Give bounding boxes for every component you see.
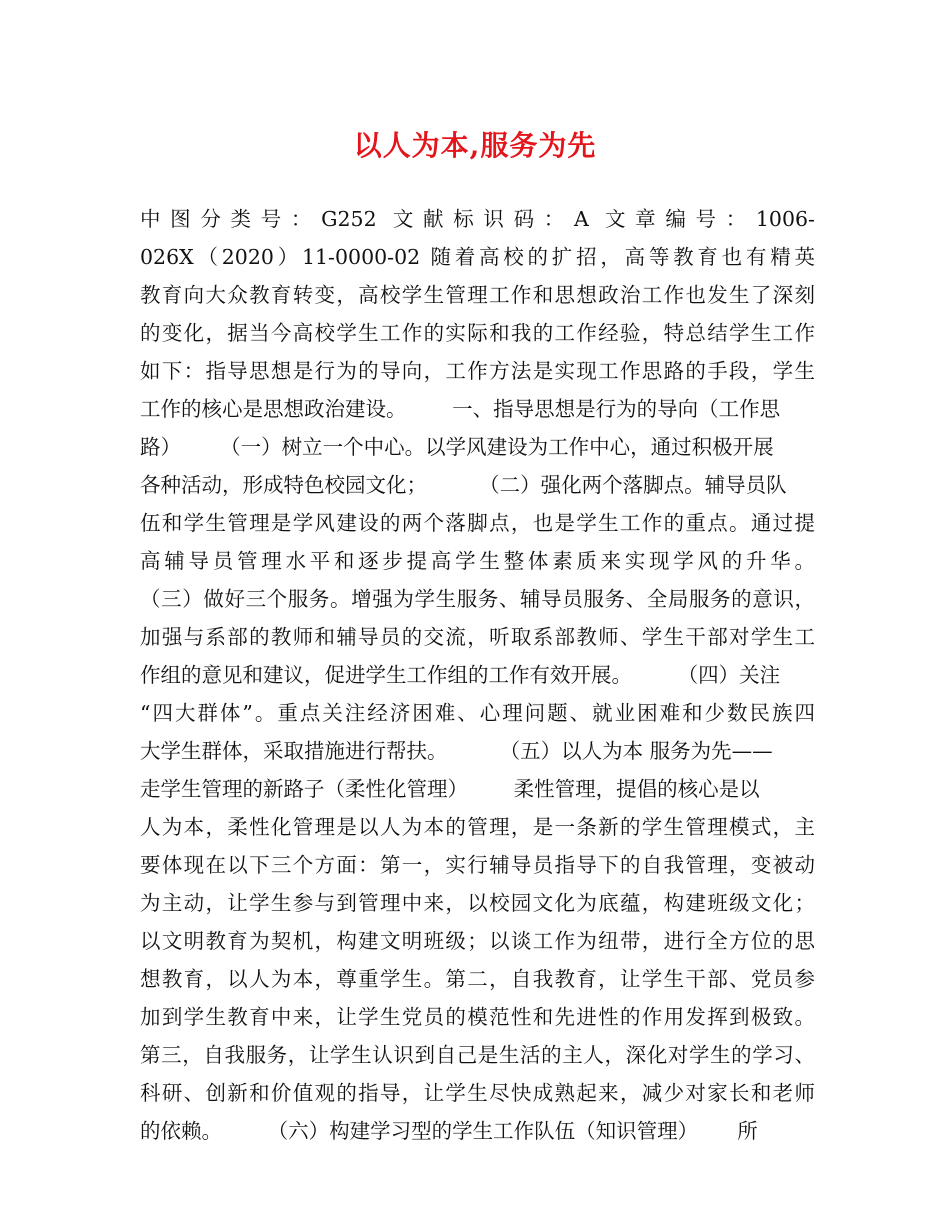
paragraph-line: 的变化，据当今高校学生工作的实际和我的工作经验，特总结学生工作 xyxy=(140,321,815,345)
paragraph-line: 作组的意见和建议，促进学生工作组的工作有效开展。 （四）关注 xyxy=(140,663,781,687)
paragraph-line: 想教育，以人为本，尊重学生。第二，自我教育，让学生干部、党员参 xyxy=(140,967,815,991)
paragraph-line: 以文明教育为契机，构建文明班级；以谈工作为纽带，进行全方位的思 xyxy=(140,929,815,953)
paragraph-line: 026X（2020）11-0000-02 随着高校的扩招，高等教育也有精英 xyxy=(140,245,815,269)
paragraph-line: “四大群体”。重点关注经济困难、心理问题、就业困难和少数民族四 xyxy=(140,701,815,725)
paragraph-line: 大学生群体，采取措施进行帮扶。 （五）以人为本 服务为先—— xyxy=(140,739,773,763)
paragraph-line: 各种活动，形成特色校园文化； （二）强化两个落脚点。辅导员队 xyxy=(140,473,787,497)
paragraph-line: 科研、创新和价值观的指导，让学生尽快成熟起来，减少对家长和老师 xyxy=(140,1081,815,1105)
paragraph-line: 工作的核心是思想政治建设。 一、指导思想是行为的导向（工作思 xyxy=(140,397,781,421)
paragraph-line: 的依赖。 （六）构建学习型的学生工作队伍（知识管理） 所 xyxy=(140,1119,758,1143)
paragraph-line: 如下：指导思想是行为的导向，工作方法是实现工作思路的手段，学生 xyxy=(140,359,815,383)
paragraph-line: 伍和学生管理是学风建设的两个落脚点，也是学生工作的重点。通过提 xyxy=(140,511,815,535)
paragraph-line: 人为本，柔性化管理是以人为本的管理，是一条新的学生管理模式，主 xyxy=(140,815,815,839)
paragraph-line: 教育向大众教育转变，高校学生管理工作和思想政治工作也发生了深刻 xyxy=(140,283,815,307)
document-title: 以人为本,服务为先 xyxy=(353,129,597,162)
document-body xyxy=(140,200,815,1150)
paragraph-line: （三）做好三个服务。增强为学生服务、辅导员服务、全局服务的意识， xyxy=(140,587,815,611)
paragraph-line: 中图分类号：G252 文献标识码：A 文章编号：1006- xyxy=(140,207,815,231)
paragraph-line: 要体现在以下三个方面：第一，实行辅导员指导下的自我管理，变被动 xyxy=(140,853,815,877)
paragraph-line: 路） （一）树立一个中心。以学风建设为工作中心，通过积极开展 xyxy=(140,435,774,459)
paragraph-line: 高辅导员管理水平和逐步提高学生整体素质来实现学风的升华。 xyxy=(140,549,815,573)
paragraph-line: 第三，自我服务，让学生认识到自己是生活的主人，深化对学生的学习、 xyxy=(140,1043,815,1067)
paragraph-line: 加强与系部的教师和辅导员的交流，听取系部教师、学生干部对学生工 xyxy=(140,625,815,649)
paragraph-line: 加到学生教育中来，让学生党员的模范性和先进性的作用发挥到极致。 xyxy=(140,1005,815,1029)
paragraph-line: 为主动，让学生参与到管理中来，以校园文化为底蕴，构建班级文化； xyxy=(140,891,815,915)
paragraph-line: 走学生管理的新路子（柔性化管理） 柔性管理，提倡的核心是以 xyxy=(140,777,760,801)
